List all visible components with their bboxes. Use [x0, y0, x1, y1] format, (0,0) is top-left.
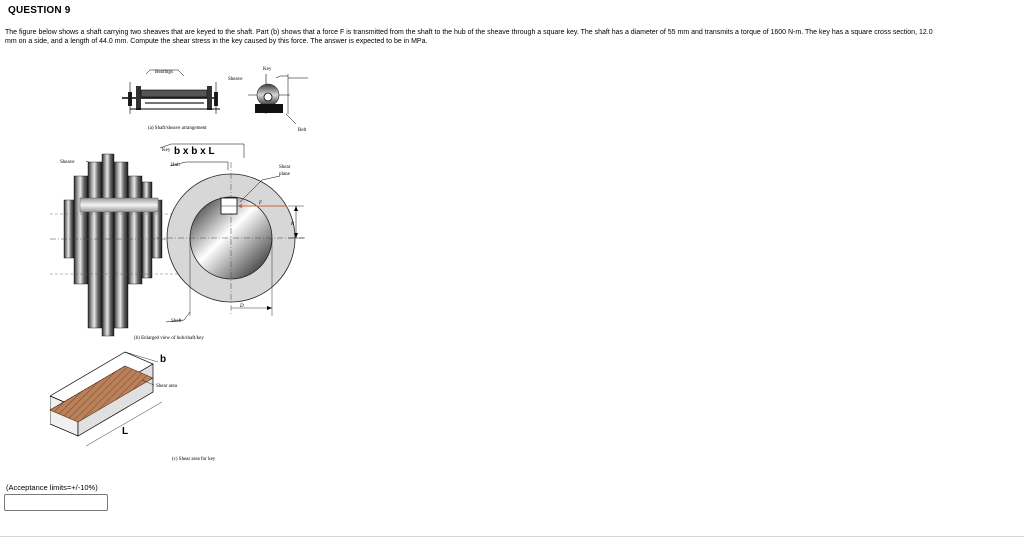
figure-a-shaft-arrangement: [122, 67, 308, 133]
label-sheave-b: Sheave: [60, 160, 75, 165]
question-title: QUESTION 9: [8, 5, 71, 16]
answer-input[interactable]: [4, 494, 108, 511]
label-key-b: Key: [162, 148, 171, 153]
caption-b: (b) Enlarged view of hub/shaft/key: [134, 336, 204, 341]
label-shaft: Shaft: [171, 319, 182, 324]
divider: [0, 536, 1024, 537]
figure-c-shear-area: [50, 352, 216, 462]
label-diameter: D: [240, 304, 244, 309]
label-shear-area: Shear area: [156, 384, 177, 389]
label-plane: plane: [279, 172, 290, 177]
label-shear: Shear: [279, 165, 291, 170]
question-text: The figure below shows a shaft carrying two sheaves that are keyed to the shaft. Part (b) shows that a force F is transmitted from the shaft to the hub of the sheave through a square key. The shaft has a diameter of 55 mm and transmits a torque of 1600 N-m. The key has a square cross section, 12.0 mm on a side, and a length of 44.0 mm. Compute the shear stress in the key caused by this force. The answer is expected to be in MPa.: [5, 29, 933, 45]
label-bearings: Bearings: [155, 70, 173, 75]
label-force: F: [259, 201, 263, 206]
label-hub: Hub: [171, 163, 180, 168]
figure-svg: [50, 62, 340, 472]
label-radius: R: [291, 222, 295, 227]
question-figure: [50, 62, 340, 472]
label-b-c: b: [160, 354, 167, 365]
label-belt: Belt: [298, 128, 307, 133]
label-key-a: Key: [263, 67, 272, 72]
label-bxbxl: b x b x L: [174, 146, 215, 157]
figure-b-enlarged-view: [50, 144, 306, 341]
dim-arrow-icon: [294, 206, 298, 211]
caption-a: (a) Shaft/sheave arrangement: [148, 126, 207, 131]
caption-c: (c) Shear area for key: [172, 457, 216, 462]
acceptance-limits: (Acceptance limits=+/-10%): [6, 483, 98, 492]
dim-arrow-icon: [267, 306, 272, 310]
label-sheave-a: Sheave: [228, 77, 243, 82]
label-l: L: [122, 426, 129, 437]
